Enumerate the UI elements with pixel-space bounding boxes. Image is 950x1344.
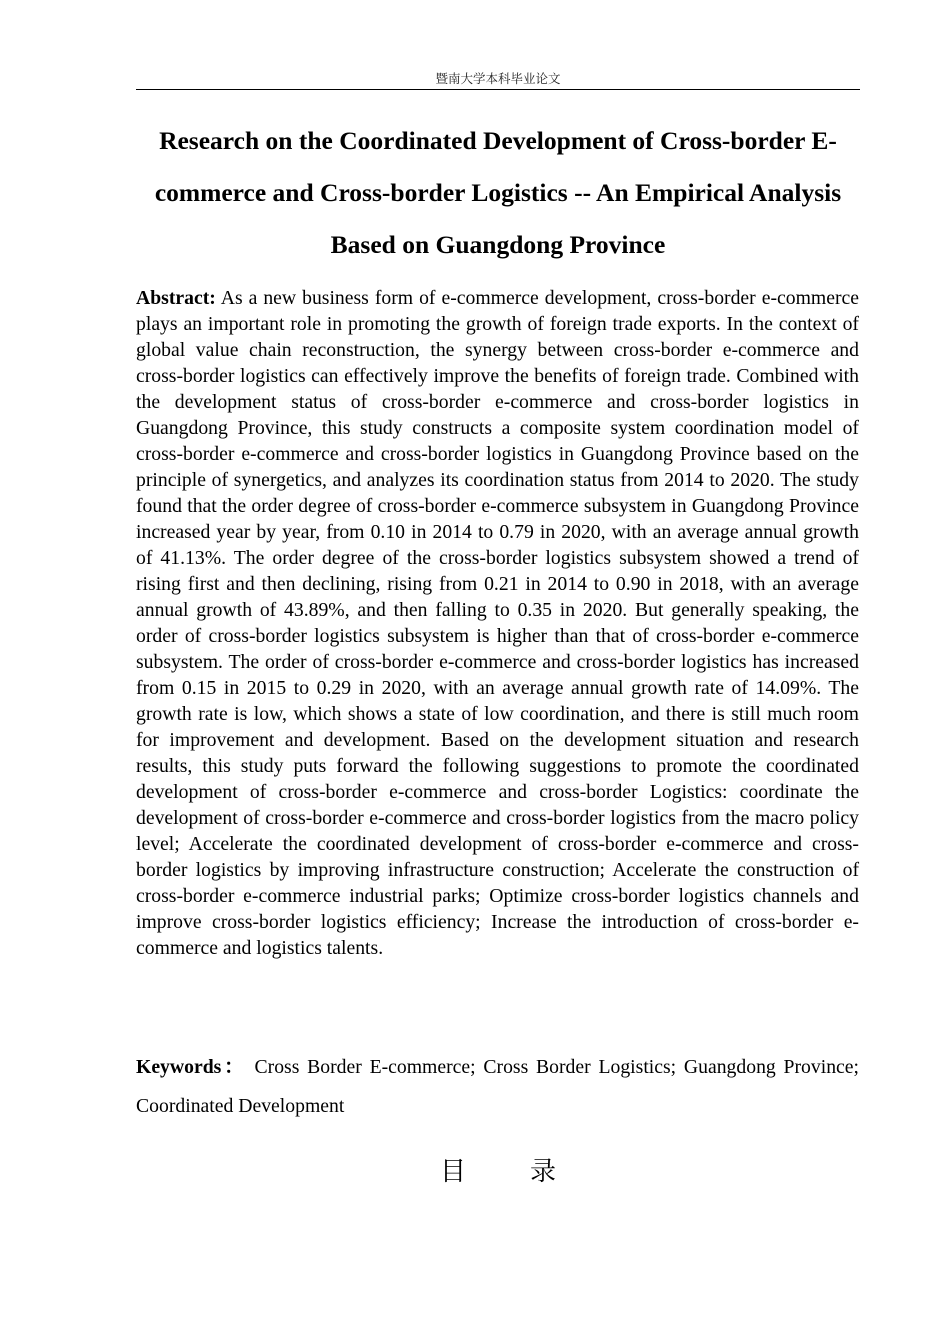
running-header: [136, 70, 860, 90]
abstract-text: As a new business form of e-commerce development, cross-border e-commerce plays an important role in promoting the growth of foreign trade exports. In the context of global value chain reconstruction, the synergy between cross-border e-commerce and cross-border logistics can effectively improve the benefits of foreign trade. Combined with the development status of cross-border e-commerce and cross-border logistics in Guangdong Province, this study constructs a composite system coordination model of cross-border e-commerce and cross-border logistics in Guangdong Province based on the principle of synergetics, and analyzes its coordination status from 2014 to 2020. The study found that the order degree of cross-border e-commerce subsystem in Guangdong Province increased year by year, from 0.10 in 2014 to 0.79 in 2020, with an average annual growth of 41.13%. The order degree of the cross-border logistics subsystem showed a trend of rising first and then declining, rising from 0.21 in 2014 to 0.90 in 2018, with an average annual growth of 43.89%, and then falling to 0.35 in 2020. But generally speaking, the order of cross-border logistics subsystem is higher than that of cross-border e-commerce subsystem. The order of cross-border e-commerce and cross-border logistics has increased from 0.15 in 2015 to 0.29 in 2020, with an average annual growth rate of 14.09%. The growth rate is low, which shows a state of low coordination, and there is still much room for improvement and development. Based on the development situation and research results, this study puts forward the following suggestions to promote the coordinated development of cross-border e-commerce and cross-border Logistics: coordinate the development of cross-border e-commerce and cross-border logistics from the macro policy level; Accelerate the coordinated development of cross-border e-commerce and cross-border logistics by improving infrastructure construction; Accelerate the construction of cross-border e-commerce industrial parks; Optimize cross-border logistics channels and improve cross-border logistics efficiency; Increase the introduction of cross-border e-commerce and logistics talents.: [136, 287, 859, 959]
abstract-paragraph: [136, 285, 859, 961]
abstract-label: Abstract:: [136, 287, 216, 309]
paper-title: Research on the Coordinated Development of Cross-border E-commerce and Cross-border Logistics -- An Empirical Analysis Based on Guangdong Province: [154, 126, 842, 259]
keywords-text: Cross Border E-commerce; Cross Border Logistics; Guangdong Province; Coordinated Development: [136, 1056, 859, 1117]
table-of-contents-heading: 目录: [439, 1157, 620, 1187]
keywords-paragraph: [136, 1048, 859, 1126]
running-header-text: 暨南大学本科毕业论文: [435, 72, 561, 86]
keywords-label: Keywords：: [136, 1056, 247, 1078]
